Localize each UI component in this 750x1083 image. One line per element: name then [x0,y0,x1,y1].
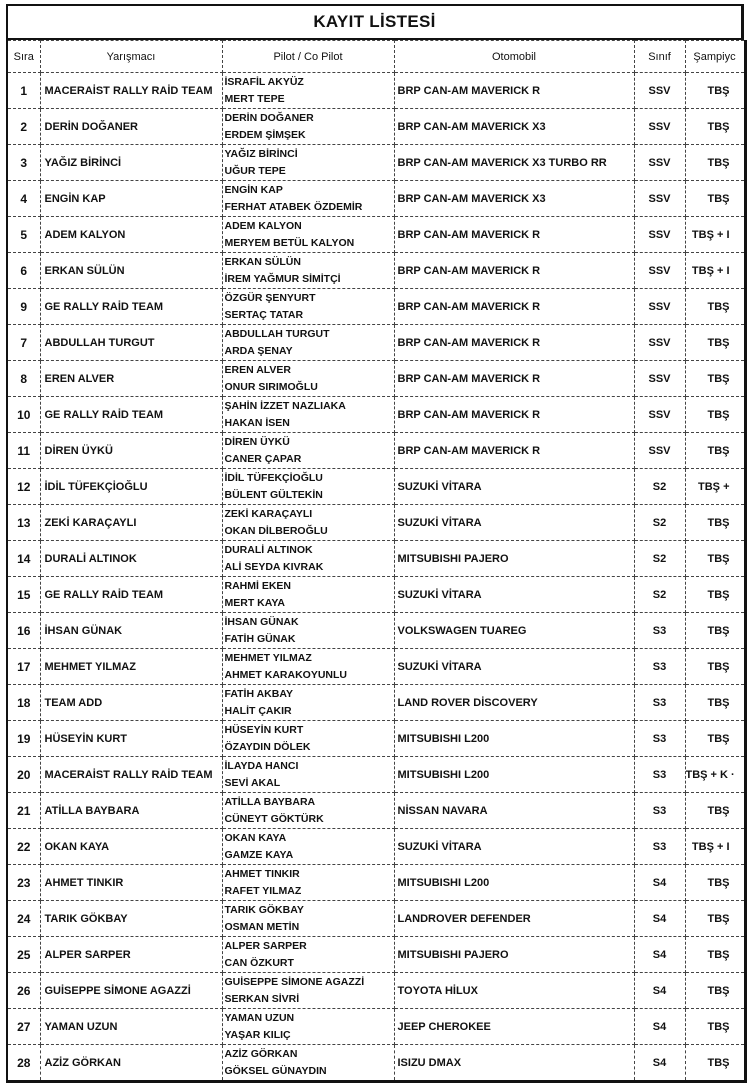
vehicle-name: BRP CAN-AM MAVERICK R [394,397,634,433]
row-number: 5 [7,217,40,253]
row-number: 23 [7,865,40,901]
class-label: S4 [634,901,685,937]
row-number: 11 [7,433,40,469]
vehicle-name: SUZUKİ VİTARA [394,829,634,865]
table-row [7,901,745,937]
vehicle-name: VOLKSWAGEN TUAREG [394,613,634,649]
header-sinif: Sınıf [634,41,685,73]
table-row [7,73,745,109]
entry-list-table [6,40,747,1083]
vehicle-name: BRP CAN-AM MAVERICK R [394,433,634,469]
row-number: 6 [7,253,40,289]
competitor-name: YAMAN UZUN [40,1009,222,1045]
pilot-copilot-cell [222,721,394,757]
pilot-copilot-cell [222,325,394,361]
championship-label: TBŞ + I [685,217,745,253]
vehicle-name: BRP CAN-AM MAVERICK X3 [394,181,634,217]
table-row [7,937,745,973]
competitor-name: İDİL TÜFEKÇİOĞLU [40,469,222,505]
copilot-name: ARDA ŞENAY [224,344,293,357]
class-label: SSV [634,73,685,109]
row-number: 21 [7,793,40,829]
table-row [7,361,745,397]
row-number: 18 [7,685,40,721]
championship-label: TBŞ [685,721,745,757]
row-number: 20 [7,757,40,793]
pilot-name: TARIK GÖKBAY [224,903,304,916]
championship-label: TBŞ [685,649,745,685]
copilot-name: FATİH GÜNAK [224,632,296,645]
vehicle-name: LANDROVER DEFENDER [394,901,634,937]
championship-label: TBŞ [685,181,745,217]
championship-label: TBŞ + [685,469,745,505]
championship-label: TBŞ [685,793,745,829]
championship-label: TBŞ [685,433,745,469]
pilot-name: İHSAN GÜNAK [224,615,299,628]
competitor-name: HÜSEYİN KURT [40,721,222,757]
class-label: S3 [634,757,685,793]
table-row [7,469,745,505]
pilot-name: FATİH AKBAY [224,687,293,700]
row-number: 24 [7,901,40,937]
pilot-copilot-cell [222,685,394,721]
pilot-copilot-cell [222,541,394,577]
copilot-name: BÜLENT GÜLTEKİN [224,488,323,501]
pilot-copilot-cell [222,937,394,973]
class-label: S2 [634,541,685,577]
championship-label: TBŞ [685,145,745,181]
row-number: 10 [7,397,40,433]
row-number: 28 [7,1045,40,1082]
pilot-copilot-cell [222,901,394,937]
competitor-name: ABDULLAH TURGUT [40,325,222,361]
competitor-name: ADEM KALYON [40,217,222,253]
vehicle-name: MITSUBISHI PAJERO [394,541,634,577]
header-otomobil: Otomobil [394,41,634,73]
copilot-name: SERKAN SİVRİ [224,992,300,1005]
championship-label: TBŞ [685,109,745,145]
class-label: S3 [634,829,685,865]
pilot-copilot-cell [222,181,394,217]
pilot-copilot-cell [222,865,394,901]
competitor-name: MEHMET YILMAZ [40,649,222,685]
pilot-name: EREN ALVER [224,363,292,376]
championship-label: TBŞ [685,541,745,577]
pilot-copilot-cell [222,289,394,325]
competitor-name: MACERAİST RALLY RAİD TEAM [40,73,222,109]
pilot-copilot-cell [222,253,394,289]
competitor-name: AZİZ GÖRKAN [40,1045,222,1082]
vehicle-name: LAND ROVER DİSCOVERY [394,685,634,721]
pilot-copilot-cell [222,361,394,397]
vehicle-name: MITSUBISHI PAJERO [394,937,634,973]
class-label: S2 [634,469,685,505]
class-label: SSV [634,181,685,217]
table-row [7,217,745,253]
table-row [7,721,745,757]
class-label: SSV [634,217,685,253]
pilot-name: ATİLLA BAYBARA [224,795,316,808]
pilot-copilot-cell [222,577,394,613]
table-row [7,757,745,793]
class-label: S2 [634,577,685,613]
competitor-name: DİREN ÜYKÜ [40,433,222,469]
vehicle-name: SUZUKİ VİTARA [394,649,634,685]
pilot-name: YAĞIZ BİRİNCİ [224,147,298,160]
competitor-name: DURALİ ALTINOK [40,541,222,577]
championship-label: TBŞ + I [685,829,745,865]
copilot-name: RAFET YILMAZ [224,884,302,897]
table-row [7,145,745,181]
table-row [7,181,745,217]
pilot-name: RAHMİ EKEN [224,579,292,592]
registration-list-sheet [6,4,744,1083]
pilot-copilot-cell [222,829,394,865]
copilot-name: ERDEM ŞİMŞEK [224,128,306,141]
competitor-name: GE RALLY RAİD TEAM [40,397,222,433]
table-row [7,541,745,577]
class-label: S4 [634,1045,685,1082]
table-row [7,253,745,289]
pilot-name: HÜSEYİN KURT [224,723,304,736]
pilot-name: ENGİN KAP [224,183,283,196]
table-row [7,397,745,433]
competitor-name: ALPER SARPER [40,937,222,973]
pilot-name: AHMET TINKIR [224,867,300,880]
vehicle-name: NİSSAN NAVARA [394,793,634,829]
competitor-name: ENGİN KAP [40,181,222,217]
competitor-name: EREN ALVER [40,361,222,397]
championship-label: TBŞ [685,937,745,973]
competitor-name: ATİLLA BAYBARA [40,793,222,829]
pilot-name: GUİSEPPE SİMONE AGAZZİ [224,975,365,988]
vehicle-name: BRP CAN-AM MAVERICK R [394,361,634,397]
competitor-name: YAĞIZ BİRİNCİ [40,145,222,181]
vehicle-name: BRP CAN-AM MAVERICK R [394,325,634,361]
pilot-name: DERİN DOĞANER [224,111,314,124]
pilot-copilot-cell [222,613,394,649]
copilot-name: CANER ÇAPAR [224,452,302,465]
row-number: 19 [7,721,40,757]
table-row [7,1009,745,1045]
championship-label: TBŞ [685,973,745,1009]
pilot-copilot-cell [222,397,394,433]
copilot-name: ALİ SEYDA KIVRAK [224,560,324,573]
table-row [7,829,745,865]
table-row [7,613,745,649]
pilot-copilot-cell [222,793,394,829]
table-body [7,73,745,1082]
copilot-name: MERT TEPE [224,92,285,105]
competitor-name: İHSAN GÜNAK [40,613,222,649]
row-number: 1 [7,73,40,109]
vehicle-name: BRP CAN-AM MAVERICK X3 [394,109,634,145]
vehicle-name: BRP CAN-AM MAVERICK R [394,73,634,109]
row-number: 25 [7,937,40,973]
class-label: SSV [634,325,685,361]
pilot-name: ÖZGÜR ŞENYURT [224,291,316,304]
copilot-name: HAKAN İSEN [224,416,290,429]
pilot-name: DİREN ÜYKÜ [224,435,290,448]
row-number: 12 [7,469,40,505]
vehicle-name: BRP CAN-AM MAVERICK R [394,217,634,253]
vehicle-name: SUZUKİ VİTARA [394,577,634,613]
vehicle-name: MITSUBISHI L200 [394,721,634,757]
vehicle-name: MITSUBISHI L200 [394,865,634,901]
class-label: S3 [634,793,685,829]
class-label: SSV [634,361,685,397]
pilot-name: ALPER SARPER [224,939,307,952]
vehicle-name: JEEP CHEROKEE [394,1009,634,1045]
page-title: KAYIT LİSTESİ [6,4,744,40]
class-label: SSV [634,433,685,469]
table-header-row [7,41,745,73]
row-number: 9 [7,289,40,325]
vehicle-name: MITSUBISHI L200 [394,757,634,793]
copilot-name: MERYEM BETÜL KALYON [224,236,355,249]
championship-label: TBŞ + I [685,253,745,289]
copilot-name: YAŞAR KILIÇ [224,1028,291,1041]
row-number: 13 [7,505,40,541]
table-row [7,649,745,685]
pilot-copilot-cell [222,109,394,145]
vehicle-name: SUZUKİ VİTARA [394,469,634,505]
table-row [7,1045,745,1082]
class-label: S4 [634,973,685,1009]
pilot-name: DURALİ ALTINOK [224,543,313,556]
table-row [7,793,745,829]
pilot-name: MEHMET YILMAZ [224,651,312,664]
vehicle-name: SUZUKİ VİTARA [394,505,634,541]
pilot-copilot-cell [222,145,394,181]
championship-label: TBŞ [685,865,745,901]
class-label: SSV [634,397,685,433]
copilot-name: GÖKSEL GÜNAYDIN [224,1064,327,1077]
pilot-copilot-cell [222,973,394,1009]
table-row [7,685,745,721]
table-row [7,289,745,325]
vehicle-name: TOYOTA HİLUX [394,973,634,1009]
copilot-name: SERTAÇ TATAR [224,308,304,321]
pilot-copilot-cell [222,1009,394,1045]
championship-label: TBŞ [685,577,745,613]
pilot-copilot-cell [222,649,394,685]
copilot-name: FERHAT ATABEK ÖZDEMİR [224,200,363,213]
pilot-copilot-cell [222,433,394,469]
competitor-name: MACERAİST RALLY RAİD TEAM [40,757,222,793]
championship-label: TBŞ [685,901,745,937]
pilot-name: ERKAN SÜLÜN [224,255,301,268]
class-label: S4 [634,937,685,973]
championship-label: TBŞ [685,505,745,541]
header-sira: Sıra [7,41,40,73]
championship-label: TBŞ [685,1045,745,1082]
competitor-name: ZEKİ KARAÇAYLI [40,505,222,541]
table-row [7,433,745,469]
class-label: SSV [634,109,685,145]
pilot-name: İLAYDA HANCI [224,759,299,772]
competitor-name: GUİSEPPE SİMONE AGAZZİ [40,973,222,1009]
competitor-name: TEAM ADD [40,685,222,721]
championship-label: TBŞ [685,361,745,397]
row-number: 26 [7,973,40,1009]
copilot-name: OKAN DİLBEROĞLU [224,524,328,537]
copilot-name: UĞUR TEPE [224,164,286,177]
row-number: 17 [7,649,40,685]
championship-label: TBŞ [685,325,745,361]
class-label: SSV [634,145,685,181]
pilot-name: ABDULLAH TURGUT [224,327,330,340]
class-label: S4 [634,1009,685,1045]
championship-label: TBŞ [685,289,745,325]
table-row [7,109,745,145]
copilot-name: OSMAN METİN [224,920,300,933]
class-label: S3 [634,721,685,757]
pilot-name: ADEM KALYON [224,219,302,232]
table-row [7,865,745,901]
pilot-name: İSRAFİL AKYÜZ [224,75,304,88]
table-row [7,973,745,1009]
class-label: S4 [634,865,685,901]
copilot-name: İREM YAĞMUR SİMİTÇİ [224,272,341,285]
pilot-name: ŞAHİN İZZET NAZLIAKA [224,399,346,412]
copilot-name: ONUR SIRIMOĞLU [224,380,318,393]
copilot-name: CAN ÖZKURT [224,956,294,969]
class-label: S3 [634,649,685,685]
vehicle-name: BRP CAN-AM MAVERICK R [394,289,634,325]
class-label: S2 [634,505,685,541]
competitor-name: OKAN KAYA [40,829,222,865]
row-number: 8 [7,361,40,397]
table-row [7,325,745,361]
header-sampiyona: Şampiyc [685,41,745,73]
row-number: 27 [7,1009,40,1045]
row-number: 14 [7,541,40,577]
championship-label: TBŞ [685,613,745,649]
copilot-name: ÖZAYDIN DÖLEK [224,740,311,753]
row-number: 3 [7,145,40,181]
row-number: 7 [7,325,40,361]
pilot-copilot-cell [222,469,394,505]
copilot-name: AHMET KARAKOYUNLU [224,668,347,681]
copilot-name: MERT KAYA [224,596,285,609]
competitor-name: AHMET TINKIR [40,865,222,901]
pilot-name: OKAN KAYA [224,831,287,844]
class-label: SSV [634,253,685,289]
vehicle-name: BRP CAN-AM MAVERICK R [394,253,634,289]
pilot-name: AZİZ GÖRKAN [224,1047,298,1060]
row-number: 22 [7,829,40,865]
row-number: 4 [7,181,40,217]
header-yarismaci: Yarışmacı [40,41,222,73]
copilot-name: GAMZE KAYA [224,848,294,861]
pilot-copilot-cell [222,217,394,253]
copilot-name: SEVİ AKAL [224,776,281,789]
championship-label: TBŞ [685,73,745,109]
pilot-name: YAMAN UZUN [224,1011,295,1024]
championship-label: TBŞ [685,685,745,721]
header-pilot-copilot: Pilot / Co Pilot [222,41,394,73]
pilot-copilot-cell [222,73,394,109]
vehicle-name: ISIZU DMAX [394,1045,634,1082]
competitor-name: GE RALLY RAİD TEAM [40,289,222,325]
competitor-name: ERKAN SÜLÜN [40,253,222,289]
championship-label: TBŞ + K · [685,757,745,793]
championship-label: TBŞ [685,397,745,433]
vehicle-name: BRP CAN-AM MAVERICK X3 TURBO RR [394,145,634,181]
pilot-name: ZEKİ KARAÇAYLI [224,507,313,520]
class-label: S3 [634,613,685,649]
row-number: 15 [7,577,40,613]
pilot-copilot-cell [222,757,394,793]
competitor-name: TARIK GÖKBAY [40,901,222,937]
championship-label: TBŞ [685,1009,745,1045]
class-label: S3 [634,685,685,721]
table-row [7,505,745,541]
pilot-copilot-cell [222,505,394,541]
row-number: 16 [7,613,40,649]
class-label: SSV [634,289,685,325]
copilot-name: HALİT ÇAKIR [224,704,292,717]
competitor-name: DERİN DOĞANER [40,109,222,145]
table-row [7,577,745,613]
pilot-name: İDİL TÜFEKÇİOĞLU [224,471,323,484]
pilot-copilot-cell [222,1045,394,1082]
copilot-name: CÜNEYT GÖKTÜRK [224,812,324,825]
row-number: 2 [7,109,40,145]
competitor-name: GE RALLY RAİD TEAM [40,577,222,613]
